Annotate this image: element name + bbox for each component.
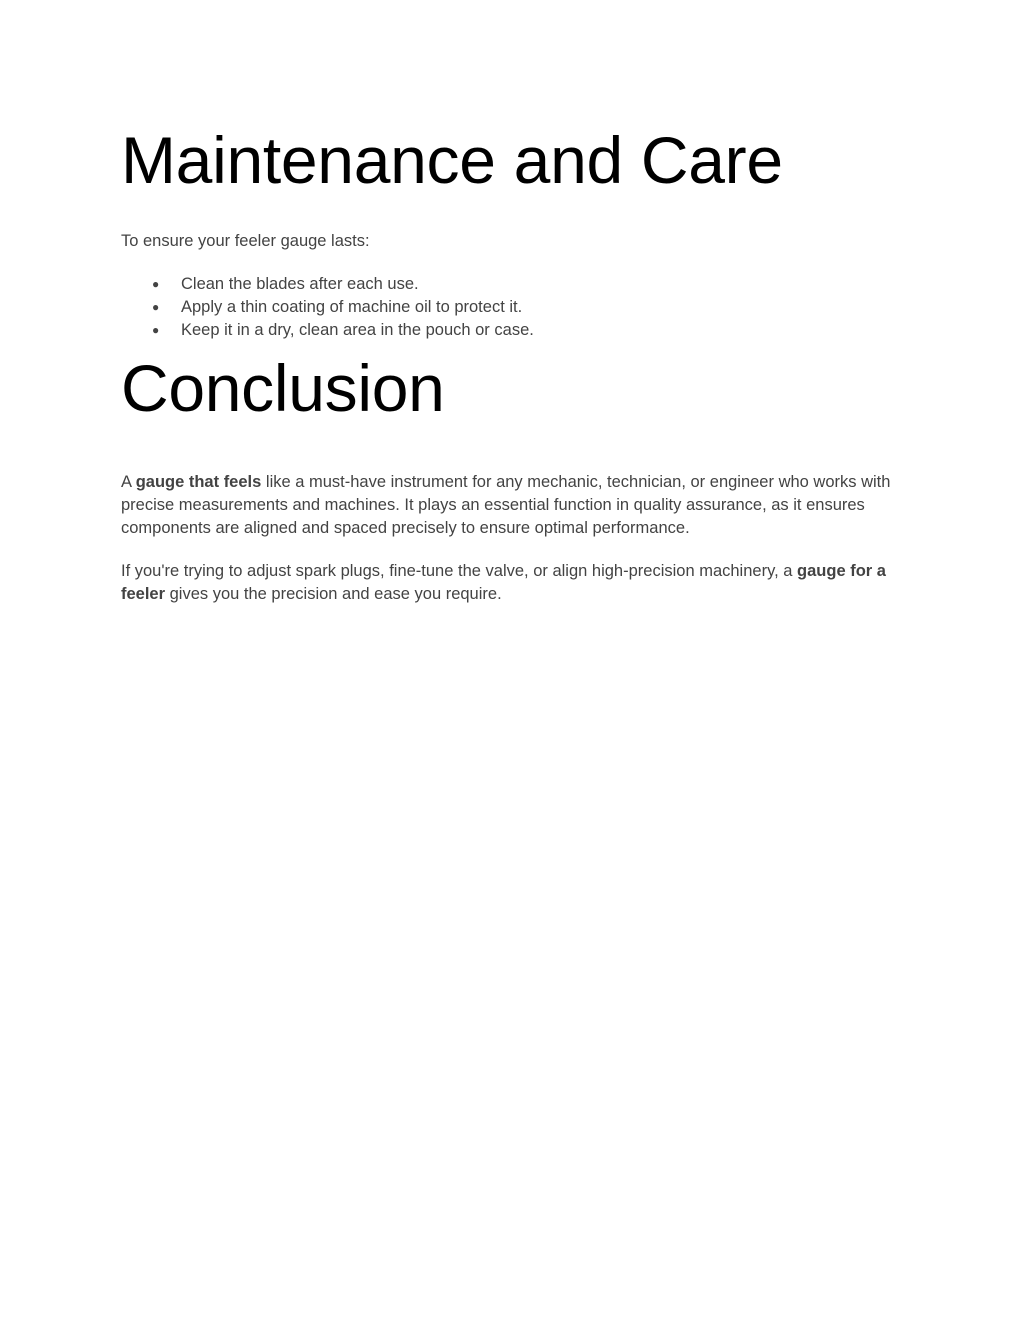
conclusion-paragraph-2 bbox=[121, 560, 901, 606]
bold-keyword: gauge for a feeler bbox=[121, 562, 886, 603]
conclusion-paragraph-1 bbox=[121, 471, 901, 540]
bullet-icon: ● bbox=[152, 323, 160, 337]
list-item bbox=[121, 319, 901, 342]
list-item-text: Clean the blades after each use. bbox=[181, 275, 419, 293]
heading-conclusion: Conclusion bbox=[121, 351, 445, 425]
paragraph-text: If you're trying to adjust spark plugs, fine-tune the valve, or align high-precision machinery, a bbox=[121, 562, 798, 580]
bullet-icon: ● bbox=[152, 300, 160, 314]
maintenance-list bbox=[121, 273, 901, 342]
list-item-text: Keep it in a dry, clean area in the pouch or case. bbox=[181, 321, 534, 339]
list-item-text: Apply a thin coating of machine oil to protect it. bbox=[181, 298, 523, 316]
paragraph-text: A bbox=[121, 473, 136, 491]
bold-keyword: gauge that feels bbox=[135, 473, 262, 491]
paragraph-text: like a must-have instrument for any mechanic, technician, or engineer who works with precise measurements and machines. It plays an essential function in quality assurance, as it ensures components are aligned and spaced precisely to ensure optimal performance. bbox=[121, 473, 891, 537]
heading-maintenance-and-care: Maintenance and Care bbox=[121, 123, 783, 197]
paragraph-text: gives you the precision and ease you require. bbox=[165, 585, 502, 603]
maintenance-intro: To ensure your feeler gauge lasts: bbox=[121, 232, 370, 250]
list-item bbox=[121, 296, 901, 319]
bullet-icon: ● bbox=[152, 277, 160, 291]
document-content bbox=[121, 120, 901, 606]
list-item bbox=[121, 273, 901, 296]
